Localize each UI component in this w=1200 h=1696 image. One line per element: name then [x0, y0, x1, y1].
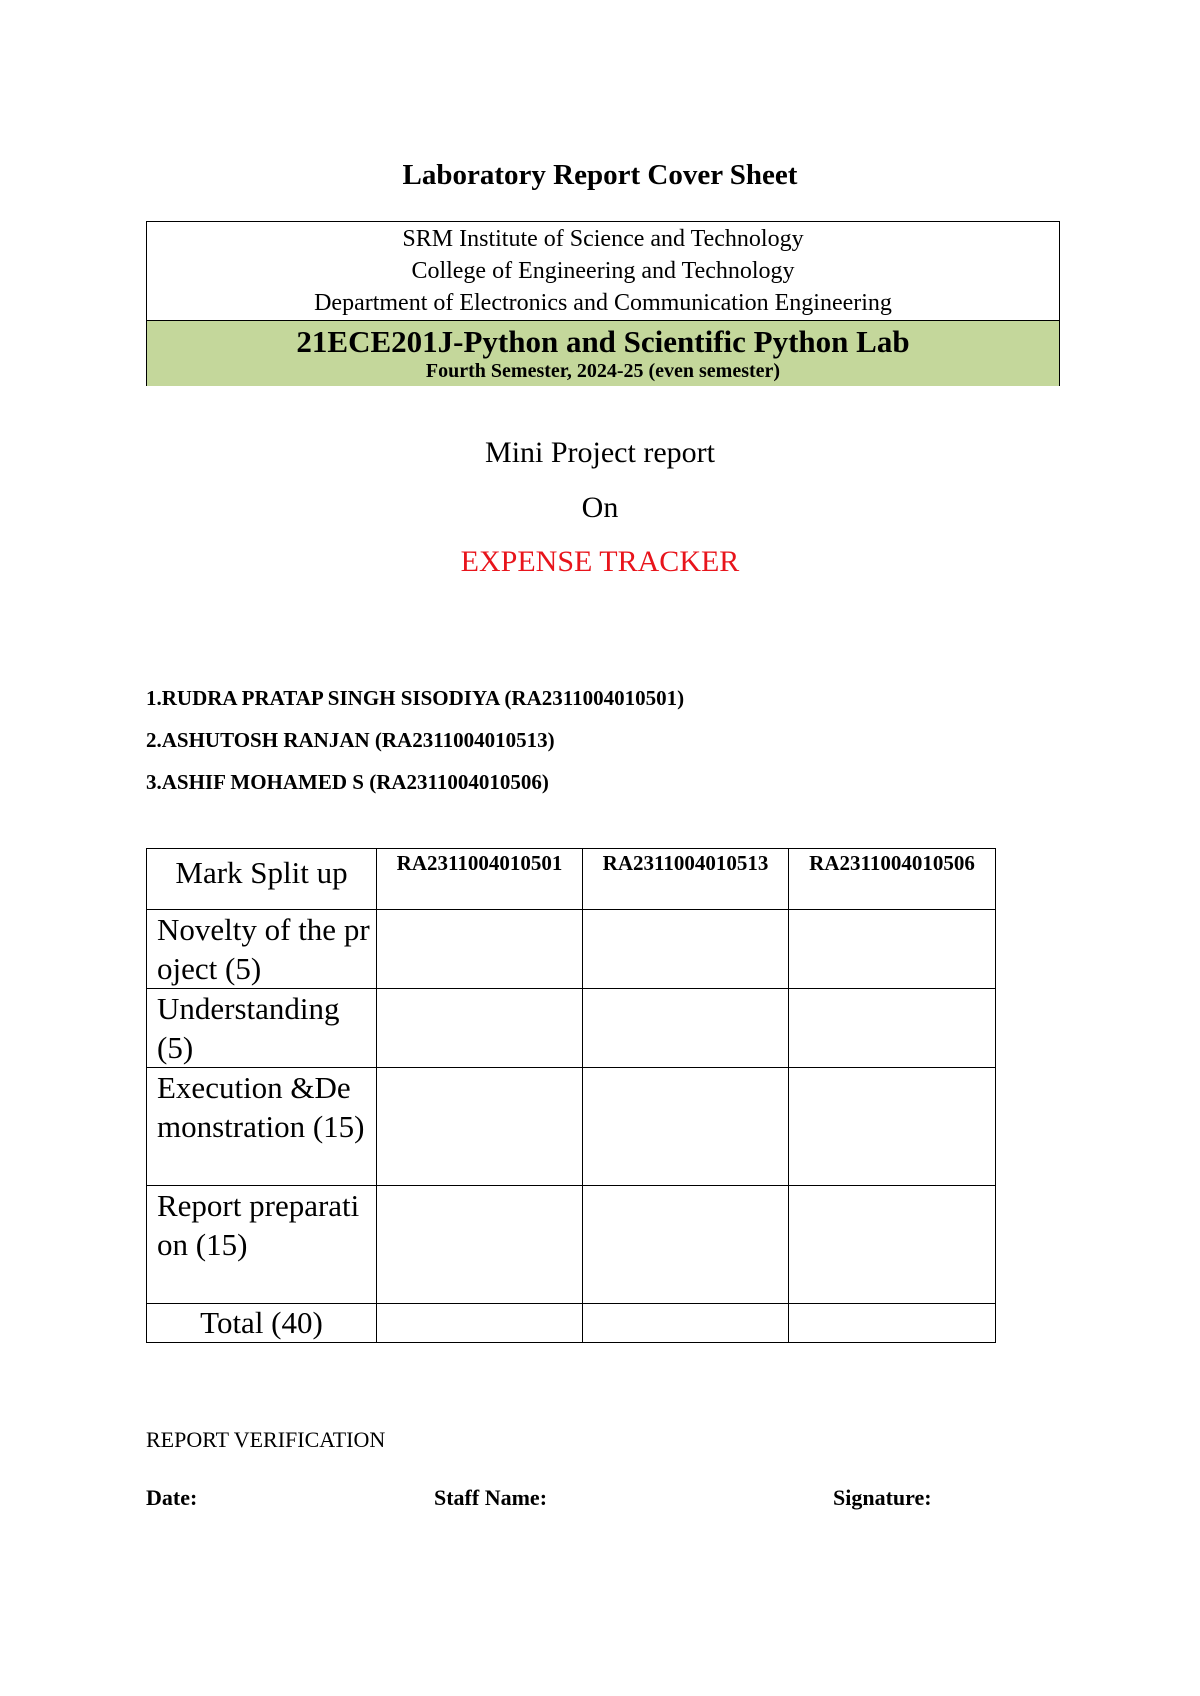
project-title: EXPENSE TRACKER	[460, 545, 740, 578]
mark-cell	[789, 1186, 996, 1304]
report-on: On	[581, 491, 619, 524]
report-type: Mini Project report	[485, 436, 715, 469]
institution-name: SRM Institute of Science and Technology	[402, 226, 804, 252]
mark-cell	[377, 1068, 583, 1186]
college-name: College of Engineering and Technology	[411, 258, 795, 284]
table-row	[147, 989, 996, 1068]
row-label-execution: Execution &Demonstration (15)	[147, 1068, 377, 1186]
course-band	[147, 320, 1059, 386]
table-header-label: Mark Split up	[147, 849, 377, 910]
mark-cell	[789, 1304, 996, 1343]
table-row	[147, 1186, 996, 1304]
mark-cell	[377, 1186, 583, 1304]
page-title: Laboratory Report Cover Sheet	[402, 159, 798, 191]
column-header-1: RA2311004010501	[377, 849, 583, 910]
mark-cell	[583, 910, 789, 989]
mark-cell	[377, 910, 583, 989]
table-total-row	[147, 1304, 996, 1343]
mark-cell	[377, 989, 583, 1068]
column-header-2: RA2311004010513	[583, 849, 789, 910]
mark-cell	[583, 989, 789, 1068]
signature-label: Signature:	[833, 1485, 932, 1510]
row-label-novelty: Novelty of the project (5)	[147, 910, 377, 989]
department-name: Department of Electronics and Communication Engineering	[314, 290, 892, 316]
table-row	[147, 910, 996, 989]
table-header-row	[147, 849, 996, 910]
member-2: 2.ASHUTOSH RANJAN (RA2311004010513)	[146, 728, 555, 752]
mark-split-table	[146, 848, 996, 1343]
course-title: 21ECE201J-Python and Scientific Python Lab	[296, 324, 910, 359]
mark-cell	[583, 1304, 789, 1343]
mark-cell	[377, 1304, 583, 1343]
mark-cell	[789, 989, 996, 1068]
staff-name-label: Staff Name:	[434, 1485, 548, 1510]
member-1: 1.RUDRA PRATAP SINGH SISODIYA (RA2311004010501)	[146, 686, 685, 710]
date-label: Date:	[146, 1485, 198, 1510]
verification-heading: REPORT VERIFICATION	[146, 1427, 386, 1452]
member-3: 3.ASHIF MOHAMED S (RA2311004010506)	[146, 770, 549, 794]
column-header-3: RA2311004010506	[789, 849, 996, 910]
mark-cell	[789, 1068, 996, 1186]
mark-cell	[583, 1068, 789, 1186]
course-semester: Fourth Semester, 2024-25 (even semester)	[425, 360, 781, 382]
row-label-report-preparation: Report preparation (15)	[147, 1186, 377, 1304]
row-label-understanding: Understanding (5)	[147, 989, 377, 1068]
table-row	[147, 1068, 996, 1186]
institution-header-box	[146, 221, 1060, 386]
mark-cell	[583, 1186, 789, 1304]
row-label-total: Total (40)	[147, 1304, 377, 1343]
mark-cell	[789, 910, 996, 989]
